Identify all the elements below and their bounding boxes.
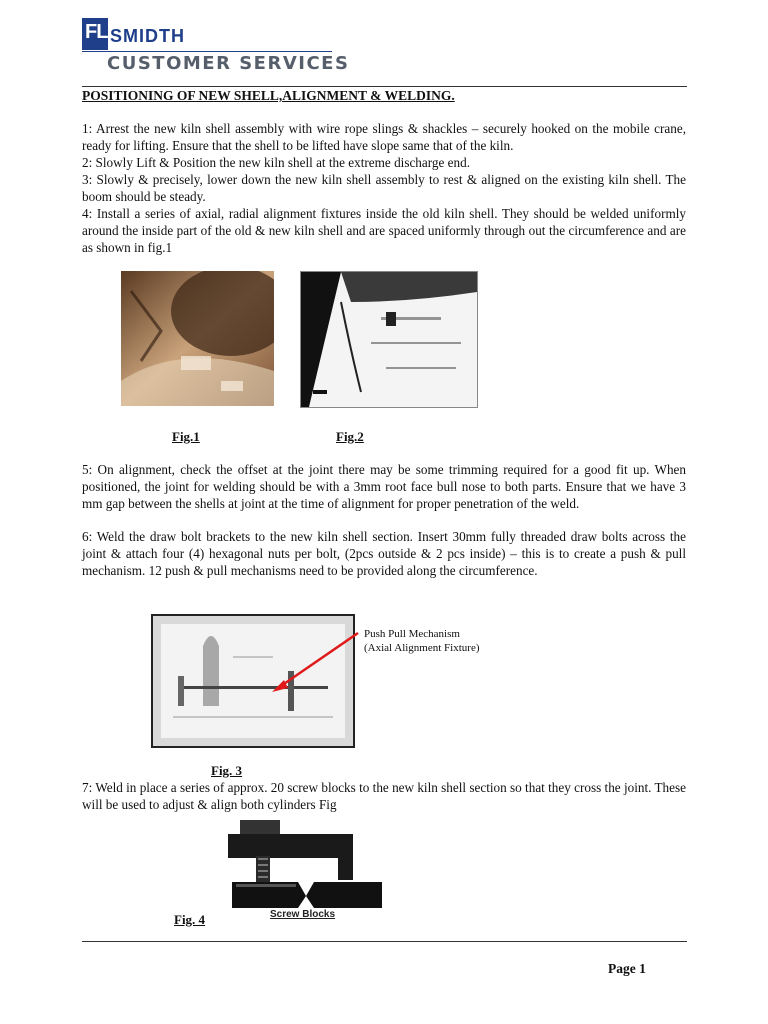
document-title: POSITIONING OF NEW SHELL,ALIGNMENT & WELDING. [82,88,455,103]
fig2-caption: Fig.2 [336,429,364,444]
fig2-photo [300,271,478,408]
step-7 [82,780,686,814]
step-3-text: 3: Slowly & precisely, lower down the new kiln shell assembly to rest & aligned on the existing kiln shell. The boom should be steady. [82,172,686,204]
step-1 [82,121,686,155]
step-6-text: 6: Weld the draw bolt brackets to the new kiln shell section. Insert 30mm fully threaded draw bolts across the joint & attach four (4) hexagonal nuts per bolt, (2pcs outside & 2 pcs inside) – this is to create a push & pull mechanism. 12 push & pull mechanisms need to be provided along the circumference. [82,529,686,578]
annotation-line-2: (Axial Alignment Fixture) [364,642,480,654]
header-rule [82,86,687,87]
step-6 [82,529,686,579]
step-1-text: 1: Arrest the new kiln shell assembly with wire rope slings & shackles – securely hooked on the mobile crane, ready for lifting. Ensure that the shell to be lifted have slope same that of the kiln. [82,121,686,153]
fig4-caption: Fig. 4 [174,912,206,927]
step-3 [82,172,686,206]
step-4 [82,206,686,256]
logo-smidth-text: SMIDTH [110,26,185,46]
step-5 [82,462,686,512]
header-subtitle: CUSTOMER SERVICES [107,53,350,74]
logo-fl-text: FL [85,21,108,43]
step-7-text: 7: Weld in place a series of approx. 20 screw blocks to the new kiln shell section so that they cross the joint. These will be used to adjust & align both cylinders Fig [82,780,686,812]
fig1-caption: Fig.1 [172,429,200,444]
step-4-text: 4: Install a series of axial, radial alignment fixtures inside the old kiln shell. They should be welded uniformly around the inside part of the old & new kiln shell and are spaced uniformly through out the circumference and are as shown in fig.1 [82,206,686,255]
logo-divider [82,51,332,52]
fig1-photo [121,271,274,406]
fig4-label: Screw Blocks [270,909,336,920]
footer-rule [82,941,687,942]
annotation-line-1: Push Pull Mechanism [364,628,460,640]
step-5-text: 5: On alignment, check the offset at the joint there may be some trimming required for a good fit up. When positioned, the joint for welding should be with a 3mm root face bull nose to both parts. Ensure that we have 3 mm gap between the shells at joint at the time of alignment for proper penetration of the weld. [82,462,686,511]
page-number: Page 1 [608,961,646,976]
step-2 [82,155,686,172]
step-2-text: 2: Slowly Lift & Position the new kiln shell at the extreme discharge end. [82,155,470,170]
fig3-caption: Fig. 3 [211,763,243,778]
annotation-arrow [268,628,368,698]
